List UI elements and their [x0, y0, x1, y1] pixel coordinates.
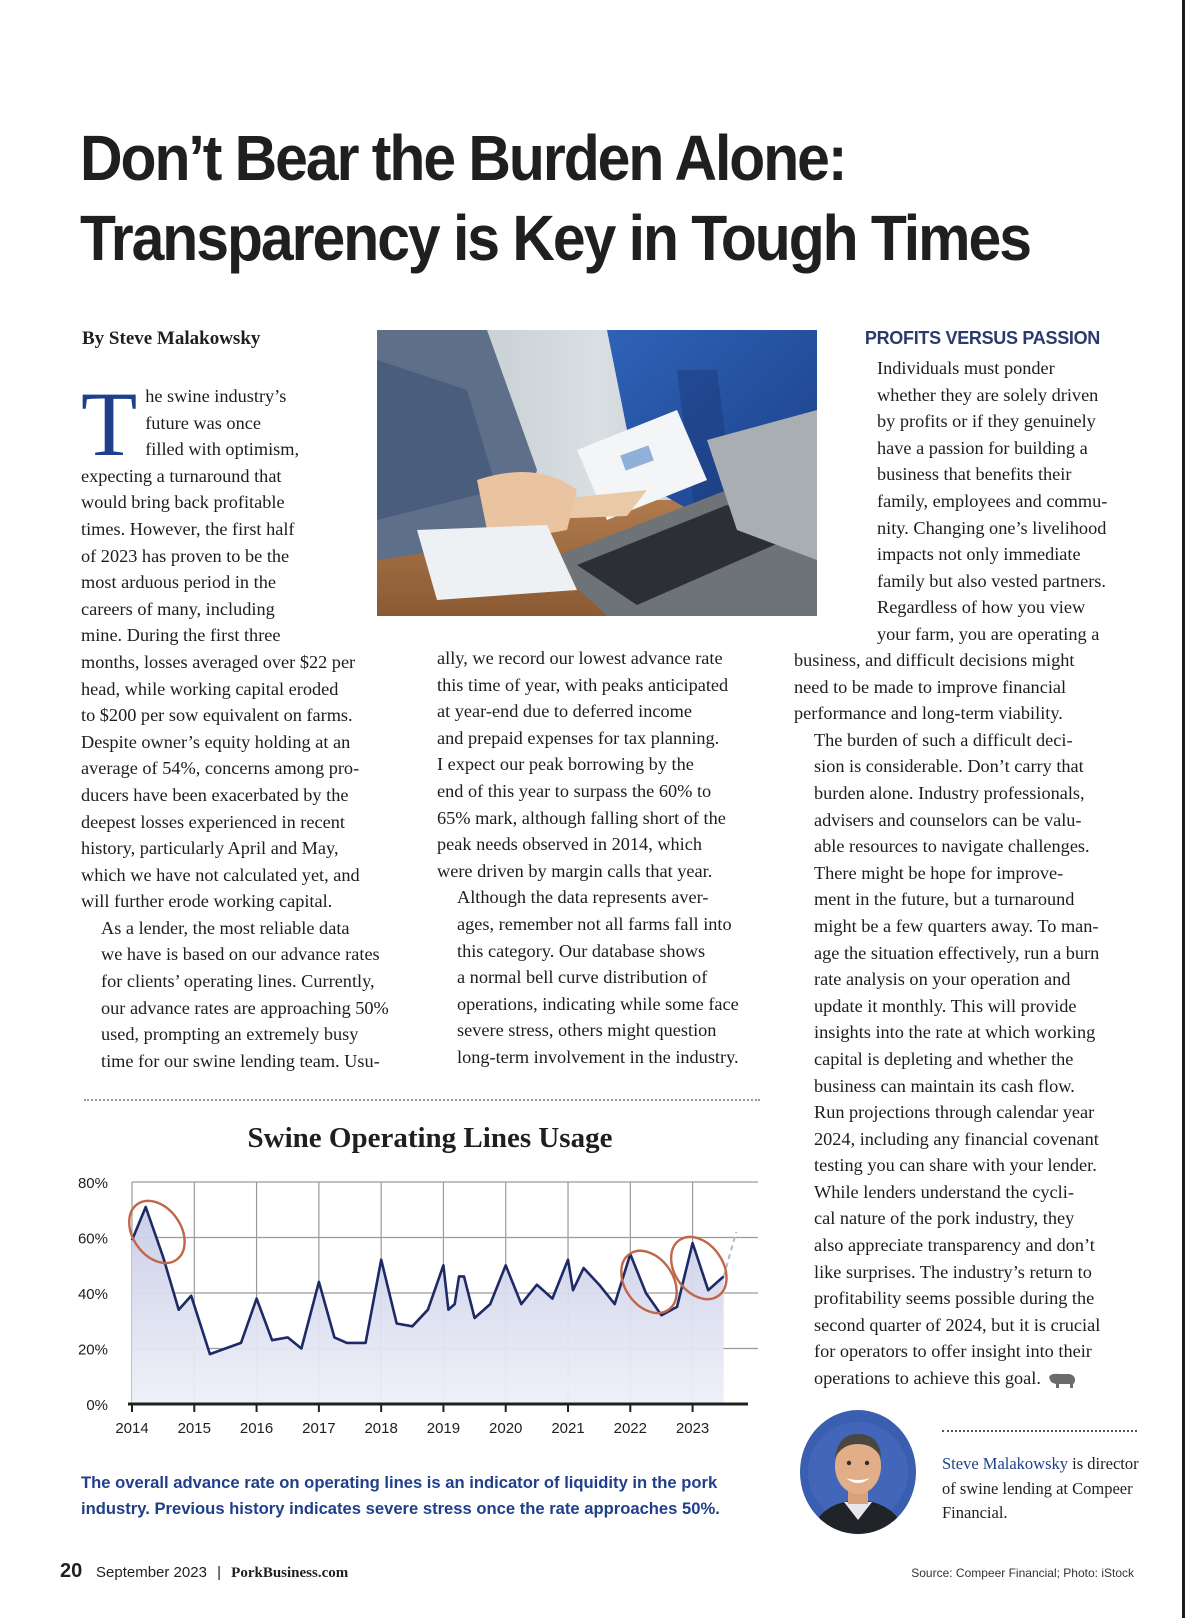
text-line: severe stress, others might question — [457, 1020, 717, 1041]
text-line: able resources to navigate challenges. — [814, 836, 1090, 857]
text-line: operations, indicating while some face — [457, 993, 739, 1014]
text-line: Although the data represents aver- — [457, 887, 709, 908]
website: PorkBusiness.com — [231, 1565, 349, 1581]
author-description: is director of swine lending at Compeer Financial. — [942, 1454, 1139, 1522]
text-line: ment in the future, but a turnaround — [814, 889, 1075, 910]
text-line: business, and difficult decisions might — [794, 650, 1075, 670]
column-1 — [81, 373, 411, 1074]
text-line: sion is considerable. Don’t carry that — [814, 756, 1084, 777]
footer-issue — [96, 1564, 348, 1582]
text-line: would bring back profitable — [81, 492, 285, 513]
text-line: whether they are solely driven — [877, 384, 1099, 405]
byline: By Steve Malakowsky — [82, 328, 261, 349]
text-line: we have is based on our advance rates — [101, 944, 380, 965]
paragraph-5-end — [794, 647, 1134, 727]
paragraph-2 — [81, 915, 411, 1075]
text-line: filled with optimism, — [145, 439, 300, 460]
photo-illustration — [377, 330, 817, 616]
chart-divider — [84, 1099, 760, 1101]
paragraph-1 — [81, 373, 411, 915]
text-line: business that benefits their — [877, 464, 1072, 485]
x-tick-label: 2014 — [115, 1420, 149, 1437]
text-line: Regardless of how you view — [877, 597, 1086, 618]
text-line: Individuals must ponder — [877, 358, 1055, 378]
text-line: expecting a turnaround that — [81, 465, 282, 486]
text-line: a normal bell curve distribution of — [457, 967, 708, 988]
text-line: time for our swine lending team. Usu- — [101, 1050, 380, 1071]
x-tick-label: 2016 — [239, 1420, 274, 1437]
text-line: like surprises. The industry’s return to — [814, 1261, 1092, 1282]
chart — [70, 1168, 770, 1443]
text-line: future was once — [145, 412, 261, 433]
text-line: of 2023 has proven to be the — [81, 545, 290, 566]
text-line: end of this year to surpass the 60% to — [437, 780, 712, 801]
text-line: profitability seems possible during the — [814, 1288, 1095, 1309]
x-tick-label: 2020 — [489, 1420, 523, 1437]
y-tick-label: 20% — [77, 1341, 108, 1359]
paragraph-6 — [794, 727, 1134, 860]
text-line: have a passion for building a — [877, 437, 1088, 458]
page-number: 20 — [60, 1560, 83, 1582]
text-line: history, particularly April and May, — [81, 838, 339, 859]
paragraph-4 — [437, 884, 767, 1070]
text-line: testing you can share with your lender. — [814, 1155, 1097, 1176]
text-line: mine. During the first three — [81, 625, 281, 646]
text-line: and prepaid expenses for tax planning. — [437, 727, 720, 748]
text-line: age the situation effectively, run a burn — [814, 942, 1100, 963]
text-line: at year-end due to deferred income — [437, 701, 692, 722]
text-line: to $200 per sow equivalent on farms. — [81, 705, 353, 726]
text-line: careers of many, including — [81, 598, 275, 619]
x-tick-label: 2017 — [302, 1420, 336, 1437]
pig-icon — [1047, 1371, 1077, 1389]
paragraph-5-start — [857, 355, 1127, 648]
text-line: ally, we record our lowest advance rate — [437, 648, 723, 668]
text-line: months, losses averaged over $22 per — [81, 651, 356, 672]
text-line: family but also vested partners. — [877, 570, 1106, 591]
text-line: rate analysis on your operation and — [814, 969, 1071, 990]
column-3-lower — [794, 647, 1134, 1392]
column-3-upper — [857, 355, 1127, 648]
text-line: need to be made to improve financial — [794, 676, 1067, 697]
issue-date: September 2023 — [96, 1564, 207, 1581]
text-line: As a lender, the most reliable data — [101, 917, 350, 938]
section-heading: PROFITS VERSUS PASSION — [864, 328, 1100, 348]
text-line: times. However, the first half — [81, 518, 295, 539]
page-edge-rule — [1182, 0, 1185, 1618]
text-line: by profits or if they genuinely — [877, 411, 1096, 432]
text-line: this category. Our database shows — [457, 940, 706, 961]
highlight-circle — [118, 1190, 196, 1273]
bio-divider — [942, 1430, 1137, 1432]
x-tick-label: 2018 — [364, 1420, 398, 1437]
chart-svg — [70, 1168, 770, 1438]
text-line: will further erode working capital. — [81, 891, 333, 912]
text-line: The burden of such a difficult deci- — [814, 729, 1073, 750]
text-line: nity. Changing one’s livelihood — [877, 517, 1107, 538]
headline-line-1: Don’t Bear the Burden Alone: — [80, 122, 846, 194]
text-line: used, prompting an extremely busy — [101, 1024, 359, 1045]
text-line: average of 54%, concerns among pro- — [81, 758, 360, 779]
text-line: he swine industry’s — [145, 386, 287, 406]
text-line: advisers and counselors can be valu- — [814, 809, 1082, 830]
chart-caption: The overall advance rate on operating lines is an indicator of liquidity in the pork industry. Previous history indicates severe stress once the rate approaches 50%. — [81, 1473, 720, 1518]
headline — [80, 118, 1074, 278]
text-line: were driven by margin calls that year. — [437, 860, 713, 881]
text-line: Despite owner’s equity holding at an — [81, 731, 351, 752]
text-line: ages, remember not all farms fall into — [457, 913, 732, 934]
paragraph-3 — [437, 645, 767, 884]
x-tick-label: 2015 — [177, 1420, 211, 1437]
text-line: head, while working capital eroded — [81, 678, 339, 699]
author-bio — [942, 1452, 1152, 1526]
text-line: business can maintain its cash flow. — [814, 1075, 1075, 1096]
y-tick-label: 0% — [86, 1397, 108, 1414]
author-photo — [800, 1410, 916, 1534]
y-tick-label: 40% — [77, 1286, 108, 1303]
series-area — [132, 1207, 724, 1404]
text-line: update it monthly. This will provide — [814, 995, 1077, 1016]
text-line: peak needs observed in 2014, which — [437, 834, 703, 855]
drop-cap: T — [81, 373, 138, 475]
paragraph-7 — [794, 860, 1134, 1179]
text-line: which we have not calculated yet, and — [81, 864, 360, 885]
column-2 — [437, 645, 767, 1071]
text-line: deepest losses experienced in recent — [81, 811, 345, 832]
text-line: capital is depleting and whether the — [814, 1048, 1074, 1069]
text-line: There might be hope for improve- — [814, 862, 1064, 883]
x-tick-label: 2023 — [675, 1420, 710, 1437]
author-photo-illustration — [800, 1410, 916, 1534]
chart-title: Swine Operating Lines Usage — [247, 1122, 613, 1154]
text-line: family, employees and commu- — [877, 490, 1108, 511]
text-line: also appreciate transparency and don’t — [814, 1235, 1095, 1256]
x-tick-label: 2019 — [426, 1420, 461, 1437]
text-line: burden alone. Industry professionals, — [814, 782, 1085, 803]
text-line: for clients’ operating lines. Currently, — [101, 971, 375, 992]
text-line: Run projections through calendar year — [814, 1102, 1095, 1123]
x-tick-label: 2021 — [551, 1420, 585, 1437]
text-line: for operators to offer insight into their — [814, 1341, 1092, 1362]
text-line: cal nature of the pork industry, they — [814, 1208, 1075, 1229]
text-line: insights into the rate at which working — [814, 1022, 1096, 1043]
y-tick-label: 80% — [77, 1175, 108, 1192]
photo-credit: Source: Compeer Financial; Photo: iStock — [911, 1566, 1134, 1580]
text-line: most arduous period in the — [81, 572, 276, 593]
text-line: performance and long-term viability. — [794, 703, 1063, 724]
headline-line-2: Transparency is Key in Tough Times — [80, 202, 1030, 274]
text-line: impacts not only immediate — [877, 544, 1081, 565]
footer-separator: | — [217, 1564, 221, 1581]
text-line: ducers have been exacerbated by the — [81, 784, 349, 805]
paragraph-8 — [794, 1179, 1134, 1392]
text-line: 2024, including any financial covenant — [814, 1128, 1099, 1149]
text-line: your farm, you are operating a — [877, 623, 1100, 644]
text-line: long-term involvement in the industry. — [457, 1046, 739, 1067]
y-tick-label: 60% — [77, 1230, 108, 1248]
text-line: operations to achieve this goal. — [794, 1365, 1134, 1392]
text-line: 65% mark, although falling short of the — [437, 807, 726, 828]
text-line: second quarter of 2024, but it is crucial — [814, 1314, 1101, 1335]
business-meeting-photo — [377, 330, 817, 616]
text-line: While lenders understand the cycli- — [814, 1181, 1074, 1202]
x-tick-label: 2022 — [613, 1420, 647, 1437]
author-name: Steve Malakowsky — [942, 1454, 1069, 1473]
text-line: this time of year, with peaks anticipated — [437, 674, 729, 695]
text-line: I expect our peak borrowing by the — [437, 754, 694, 775]
text-line: might be a few quarters away. To man- — [814, 915, 1099, 936]
text-line: our advance rates are approaching 50% — [101, 997, 389, 1018]
